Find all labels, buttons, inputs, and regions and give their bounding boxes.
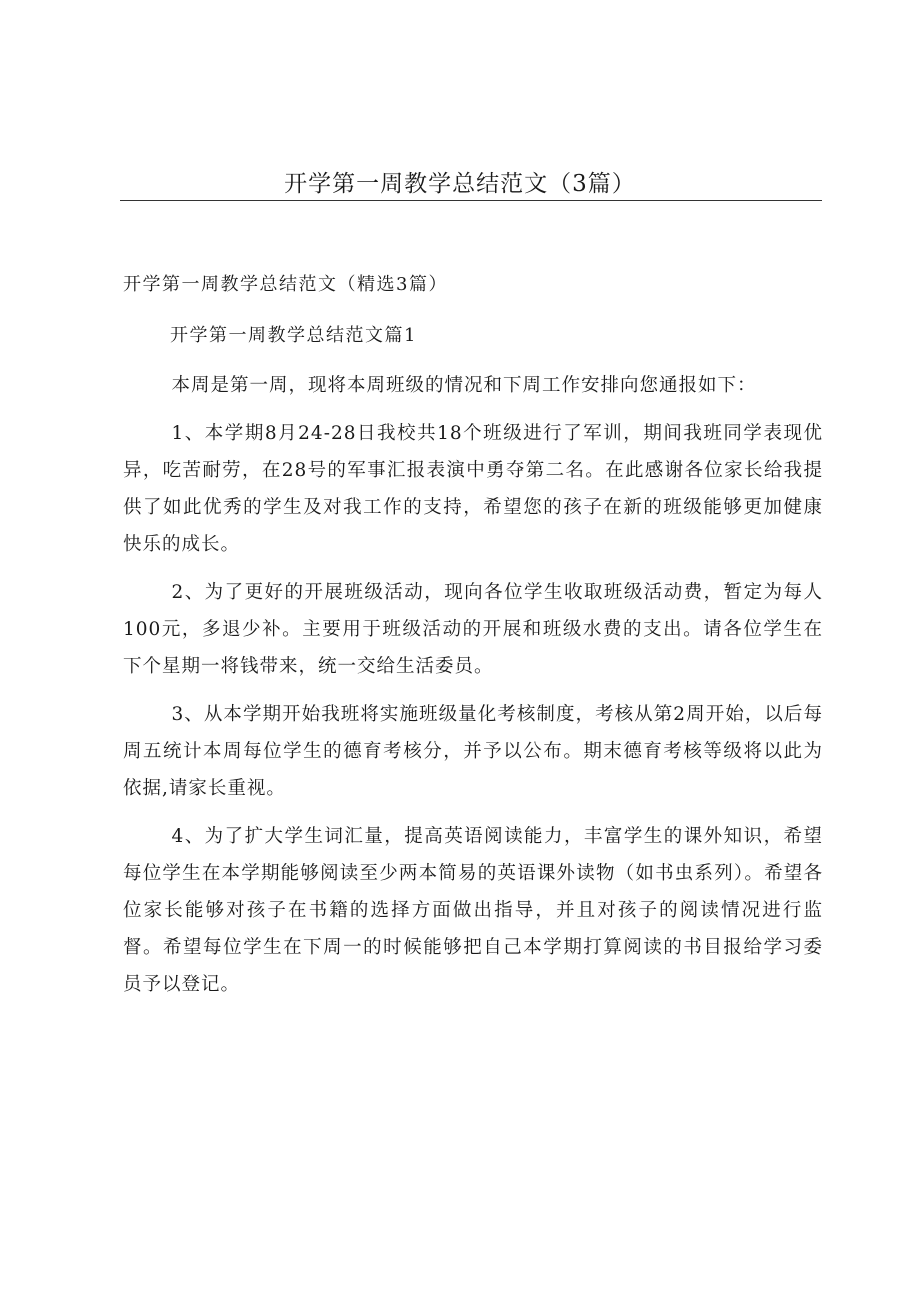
- section-heading: 开学第一周教学总结范文篇1: [170, 325, 417, 346]
- document-subtitle: 开学第一周教学总结范文（精选3篇）: [123, 274, 448, 295]
- paragraph-item-4: 4、为了扩大学生词汇量，提高英语阅读能力，丰富学生的课外知识，希望每位学生在本学期能够阅读至少两本简易的英语课外读物（如书虫系列）。希望各位家长能够对孩子在书籍的选择方面做出指导，并且对孩子的阅读情况进行监督。希望每位学生在下周一的时候能够把自己本学期打算阅读的书目报给学习委员予以登记。: [123, 826, 823, 995]
- document-body: [123, 367, 823, 1014]
- title-underline: [120, 200, 822, 201]
- paragraph-intro: 本周是第一周，现将本周班级的情况和下周工作安排向您通报如下：: [171, 375, 757, 396]
- paragraph-item-1: 1、本学期8月24-28日我校共18个班级进行了军训，期间我班同学表现优异，吃苦耐劳，在28号的军事汇报表演中勇夺第二名。在此感谢各位家长给我提供了如此优秀的学生及对我工作的支持，希望您的孩子在新的班级能够更加健康快乐的成长。: [123, 423, 823, 555]
- paragraph-item-3: 3、从本学期开始我班将实施班级量化考核制度，考核从第2周开始，以后每周五统计本周每位学生的德育考核分，并予以公布。期末德育考核等级将以此为依据,请家长重视。: [123, 704, 823, 799]
- paragraph-item-2: 2、为了更好的开展班级活动，现向各位学生收取班级活动费，暂定为每人100元，多退少补。主要用于班级活动的开展和班级水费的支出。请各位学生在下个星期一将钱带来，统一交给生活委员。: [123, 582, 823, 677]
- document-title: 开学第一周教学总结范文（3篇）: [284, 171, 636, 197]
